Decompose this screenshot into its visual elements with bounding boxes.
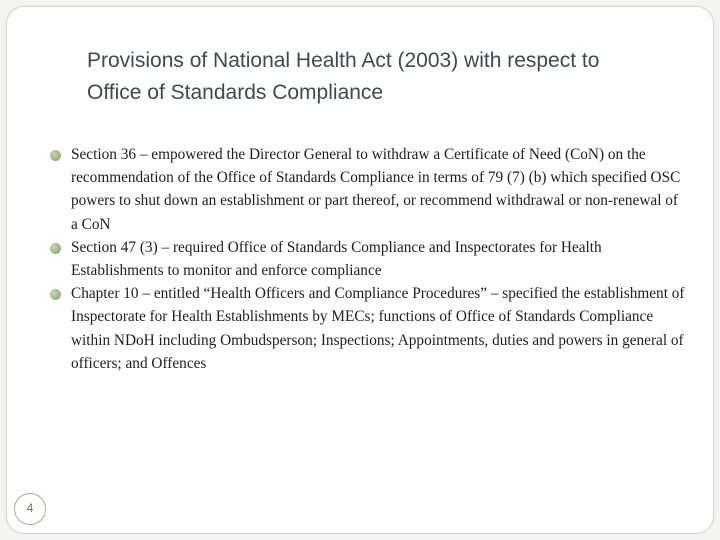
bullet-text: Section 47 (3) – required Office of Standards Compliance and Inspectorates for Health Establishments to monitor and enforce compliance [71, 238, 602, 280]
page-number-badge: 4 [14, 493, 46, 525]
bullet-text: Section 36 – empowered the Director General to withdraw a Certificate of Need (CoN) on the recommendation of the Office of Standards Compliance in terms of 79 (7) (b) which specified OSC powers to shut down an establishment or part thereof, or recommend withdrawal or non-renewal of a CoN [71, 146, 681, 233]
bullet-text: Chapter 10 – entitled “Health Officers and Compliance Procedures” – specified the establishment of Inspectorate for Health Establishments by MECs; functions of Office of Standards Compliance within NDoH including Ombudsperson; Inspections; Appointments, duties and powers in general of officers; and Offences [71, 285, 685, 372]
bullet-item [45, 236, 685, 282]
bullet-dot-icon [50, 243, 61, 254]
bullet-item [45, 143, 685, 236]
bullet-dot-icon [50, 289, 61, 300]
slide-title: Provisions of National Health Act (2003) with respect to Office of Standards Compliance [87, 49, 600, 104]
slide [6, 6, 714, 534]
bullet-list [45, 143, 685, 375]
bullet-item [45, 282, 685, 375]
bullet-dot-icon [50, 150, 61, 161]
